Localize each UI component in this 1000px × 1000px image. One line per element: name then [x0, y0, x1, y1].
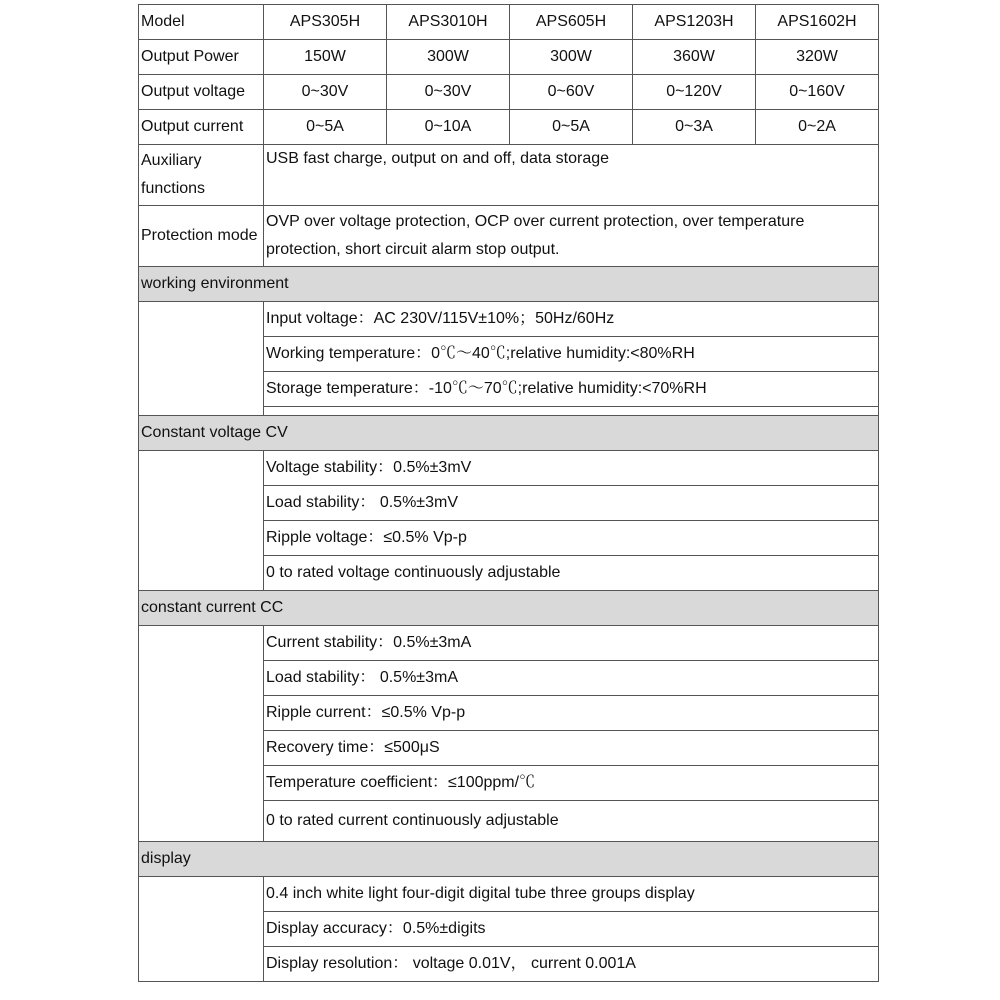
auxiliary-value: USB fast charge, output on and off, data storage: [264, 145, 879, 206]
cell-value: 0~60V: [510, 75, 633, 110]
blank-cell: [139, 877, 264, 982]
cell-value: 0~120V: [633, 75, 756, 110]
cell-value: 0~3A: [633, 110, 756, 145]
spec-item: Working temperature：0℃～40℃;relative humidity:<80%RH: [264, 337, 879, 372]
spec-item: Ripple voltage：≤0.5% Vp-p: [264, 521, 879, 556]
cell-value: 0~10A: [387, 110, 510, 145]
cell-value: 300W: [510, 40, 633, 75]
spec-item: Current stability：0.5%±3mA: [264, 626, 879, 661]
cell-value: 360W: [633, 40, 756, 75]
header-label: Model: [139, 5, 264, 40]
cell-value: 0~5A: [510, 110, 633, 145]
spec-item: Load stability： 0.5%±3mA: [264, 661, 879, 696]
model-aps305h: APS305H: [264, 5, 387, 40]
auxiliary-row: [139, 145, 879, 206]
section-title: working environment: [139, 267, 879, 302]
spec-table: [138, 4, 879, 982]
output-power-row: [139, 40, 879, 75]
row-label: Output Power: [139, 40, 264, 75]
cell-value: 0~30V: [387, 75, 510, 110]
spec-item: 0.4 inch white light four-digit digital tube three groups display: [264, 877, 879, 912]
section-header-display: [139, 842, 879, 877]
spec-item: Storage temperature：-10℃～70℃;relative humidity:<70%RH: [264, 372, 879, 407]
model-aps3010h: APS3010H: [387, 5, 510, 40]
blank-cell: [139, 302, 264, 416]
header-row: [139, 5, 879, 40]
blank-cell: [139, 626, 264, 842]
cell-value: 300W: [387, 40, 510, 75]
cell-value: 150W: [264, 40, 387, 75]
section-header-cc: [139, 591, 879, 626]
cell-value: 0~30V: [264, 75, 387, 110]
section-header-cv: [139, 416, 879, 451]
section-title: Constant voltage CV: [139, 416, 879, 451]
protection-label: Protection mode: [139, 206, 264, 267]
cell-value: 0~160V: [756, 75, 879, 110]
output-voltage-row: [139, 75, 879, 110]
protection-value: OVP over voltage protection, OCP over current protection, over temperature protection, short circuit alarm stop output.: [264, 206, 879, 267]
blank-cell: [139, 451, 264, 591]
row-label: Output voltage: [139, 75, 264, 110]
spec-item: Display accuracy：0.5%±digits: [264, 912, 879, 947]
model-aps1203h: APS1203H: [633, 5, 756, 40]
model-aps1602h: APS1602H: [756, 5, 879, 40]
spec-item: Display resolution： voltage 0.01V， current 0.001A: [264, 947, 879, 982]
output-current-row: [139, 110, 879, 145]
spec-item: Load stability： 0.5%±3mV: [264, 486, 879, 521]
section-header-working: [139, 267, 879, 302]
model-aps605h: APS605H: [510, 5, 633, 40]
cell-value: 0~5A: [264, 110, 387, 145]
cell-value: 320W: [756, 40, 879, 75]
cell-value: 0~2A: [756, 110, 879, 145]
section-title: constant current CC: [139, 591, 879, 626]
spec-item: 0 to rated voltage continuously adjustable: [264, 556, 879, 591]
protection-row: [139, 206, 879, 267]
spec-item: Recovery time：≤500μS: [264, 731, 879, 766]
spec-item: Ripple current：≤0.5% Vp-p: [264, 696, 879, 731]
spec-item: Voltage stability：0.5%±3mV: [264, 451, 879, 486]
auxiliary-label: Auxiliary functions: [139, 145, 264, 206]
spec-item: Input voltage：AC 230V/115V±10%；50Hz/60Hz: [264, 302, 879, 337]
row-label: Output current: [139, 110, 264, 145]
spacer-cell: [264, 407, 879, 416]
section-title: display: [139, 842, 879, 877]
spec-item: 0 to rated current continuously adjustable: [264, 801, 879, 842]
spec-item: Temperature coefficient：≤100ppm/℃: [264, 766, 879, 801]
